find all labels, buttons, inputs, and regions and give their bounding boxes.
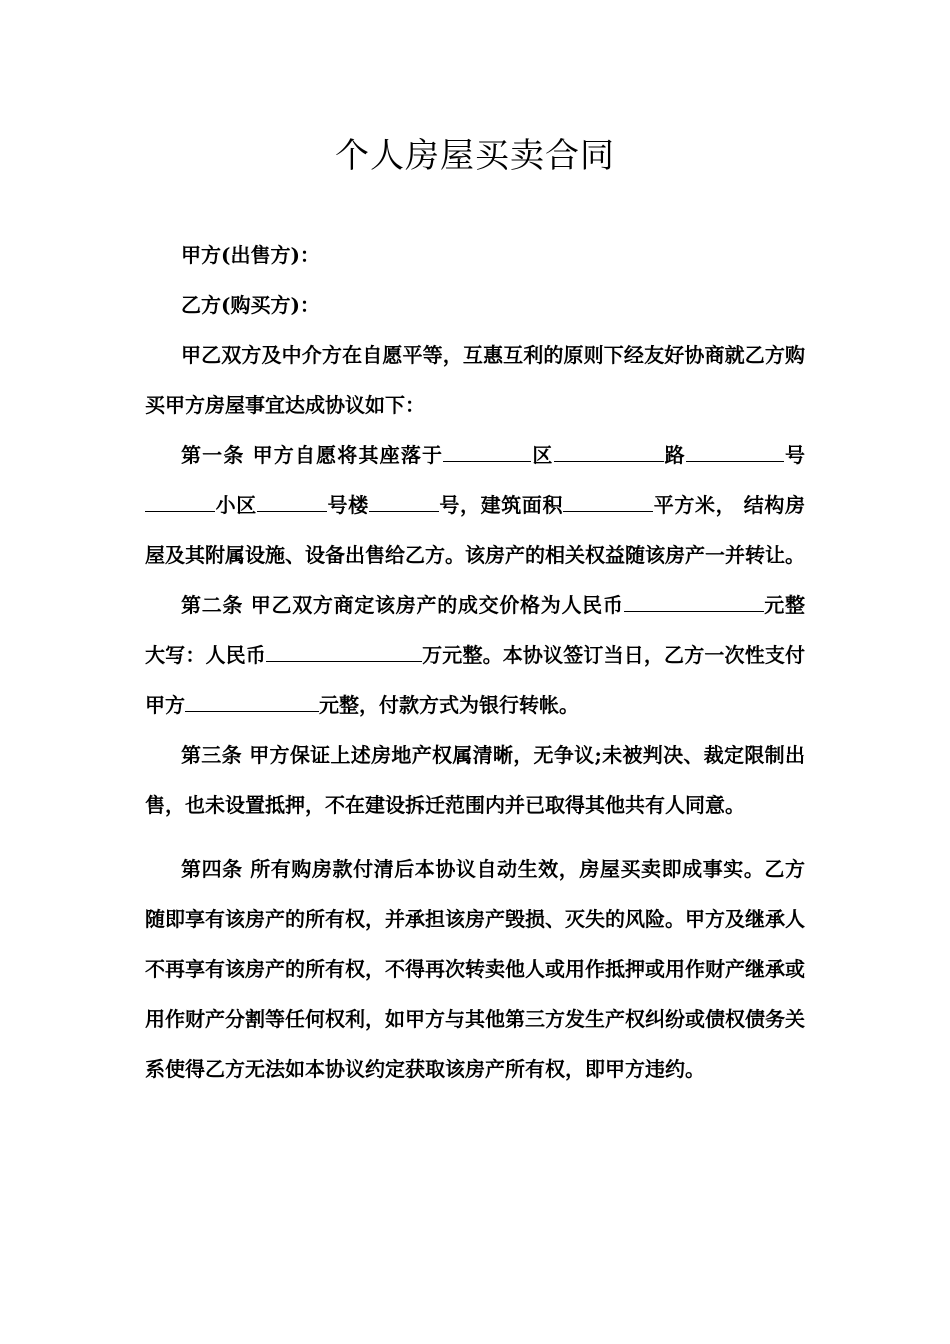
- building-blank: [257, 489, 327, 512]
- paragraph-gap: [145, 830, 805, 844]
- number-label: 号: [783, 443, 806, 467]
- road-label: 路: [663, 443, 686, 467]
- community-label: 小区: [215, 493, 257, 517]
- building-label: 号楼: [326, 493, 369, 517]
- party-b-line: 乙方(购买方)：: [181, 293, 320, 317]
- area-unit-label: 平方米，: [653, 493, 737, 517]
- article-2-head: 第二条 甲乙双方商定该房产的成交价格为人民币: [181, 593, 624, 617]
- contract-body: [145, 230, 805, 1094]
- article-1: [145, 430, 805, 580]
- article-1-tail: 结构房屋及其附属设施、设备出售给乙方。该房产的相关权益随该房产一并转让。: [145, 493, 806, 567]
- article-4: 第四条 所有购房款付清后本协议自动生效，房屋买卖即成事实。乙方随即享有该房产的所有权，并承担该房产毁损、灭失的风险。甲方及继承人不再享有该房产的所有权，不得再次转卖他人或用作抵押或用作财产继承或用作财产分割等任何权利，如甲方与其他第三方发生产权纠纷或债权债务关系使得乙方无法如本协议约定获取该房产所有权，即甲方违约。: [145, 857, 805, 1081]
- yuan-label: 元整大写：人民币: [145, 593, 805, 667]
- unit-label: 号，建筑面积: [438, 493, 564, 517]
- community-blank: [145, 489, 215, 512]
- price-uppercase-blank: [266, 639, 422, 662]
- area-blank: [563, 489, 653, 512]
- article-2: [145, 580, 805, 730]
- road-blank: [554, 439, 664, 462]
- party-a-line: 甲方(出售方)：: [181, 243, 320, 267]
- payment-blank: [185, 689, 319, 712]
- document-title: 个人房屋买卖合同: [335, 136, 615, 176]
- district-blank: [443, 439, 531, 462]
- price-blank: [624, 589, 764, 612]
- article-3: 第三条 甲方保证上述房地产权属清晰，无争议;未被判决、裁定限制出售，也未设置抵押，不在建设拆迁范围内并已取得其他共有人同意。: [145, 743, 805, 817]
- article-2-tail: 元整，付款方式为银行转帐。: [319, 693, 579, 717]
- district-label: 区: [531, 443, 554, 467]
- intro-paragraph: 甲乙双方及中介方在自愿平等，互惠互利的原则下经友好协商就乙方购买甲方房屋事宜达成协议如下：: [145, 343, 805, 417]
- wan-label: 万元整。本协议签订当日，乙方一次性支付甲方: [145, 643, 806, 717]
- unit-blank: [369, 489, 439, 512]
- article-1-head: 第一条 甲方自愿将其座落于: [181, 443, 444, 467]
- road-number-blank: [686, 439, 784, 462]
